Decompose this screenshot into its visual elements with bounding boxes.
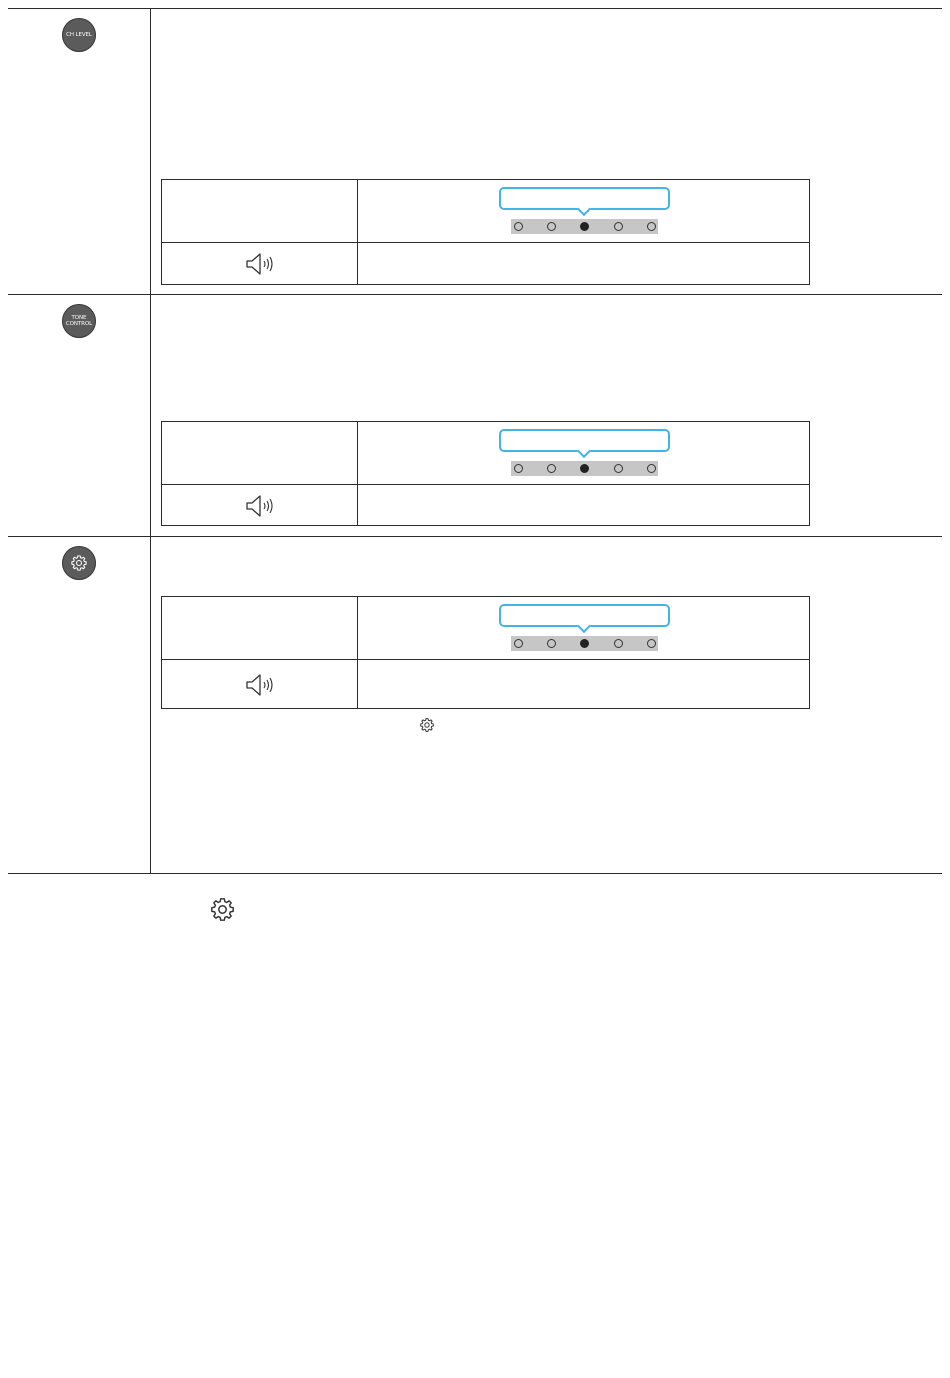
- level-dot-4: [614, 639, 623, 648]
- gear-icon: [209, 896, 236, 923]
- level-dot-5: [647, 639, 656, 648]
- level-dot-1: [514, 464, 523, 473]
- level-display-table-1: [161, 179, 810, 285]
- level-dot-3-active: [580, 464, 589, 473]
- level-dot-2: [547, 222, 556, 231]
- level-bar: [511, 636, 658, 651]
- level-dot-3-active: [580, 222, 589, 231]
- table-column-divider: [357, 422, 358, 525]
- level-dot-1: [514, 639, 523, 648]
- table-row-divider: [162, 242, 809, 243]
- section-divider-2: [8, 536, 942, 537]
- gear-icon: [70, 554, 88, 572]
- level-dot-1: [514, 222, 523, 231]
- table-bottom-rule: [8, 873, 942, 874]
- level-bar: [511, 461, 658, 476]
- ch-level-button-icon: [62, 18, 96, 52]
- table-top-rule: [8, 8, 942, 9]
- ch-level-button-label: CH LEVEL: [66, 31, 92, 38]
- table-column-divider: [357, 180, 358, 284]
- level-dot-5: [647, 222, 656, 231]
- level-dot-2: [547, 464, 556, 473]
- column-divider: [150, 8, 151, 874]
- level-dot-5: [647, 464, 656, 473]
- level-display-table-2: [161, 421, 810, 526]
- level-bar: [511, 219, 658, 234]
- table-row-divider: [162, 659, 809, 660]
- level-dot-3-active: [580, 639, 589, 648]
- gear-button-icon: [62, 546, 96, 580]
- tone-control-label-line2: CONTROL: [65, 321, 93, 327]
- level-dot-4: [614, 464, 623, 473]
- speaker-sound-icon: [246, 252, 276, 276]
- level-display-table-3: [161, 596, 810, 709]
- section-divider-1: [8, 294, 942, 295]
- speaker-sound-icon: [246, 494, 276, 518]
- tone-control-button-icon: [62, 304, 96, 338]
- table-row-divider: [162, 484, 809, 485]
- level-dot-2: [547, 639, 556, 648]
- tone-control-label-line1: TONE: [71, 314, 87, 321]
- gear-icon: [419, 717, 435, 733]
- table-column-divider: [357, 597, 358, 708]
- speaker-sound-icon: [246, 673, 276, 697]
- level-dot-4: [614, 222, 623, 231]
